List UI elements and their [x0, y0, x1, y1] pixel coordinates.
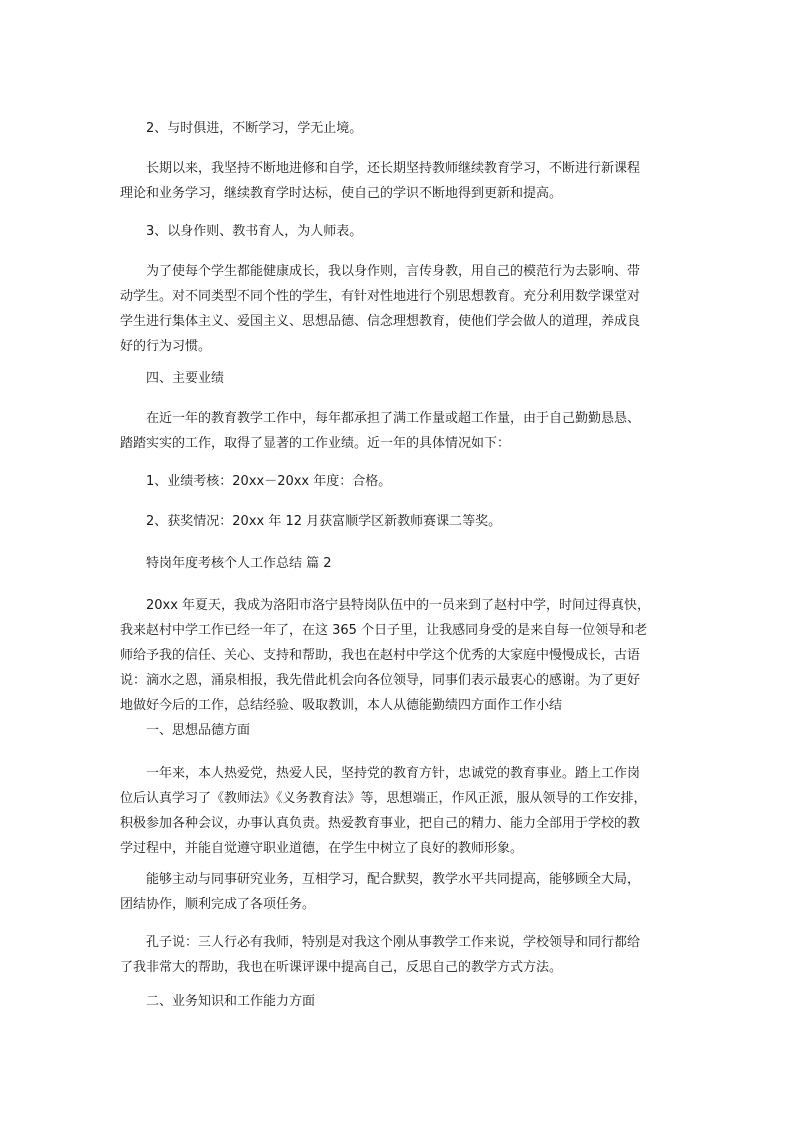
- article-subtitle-part-2: [120, 551, 685, 576]
- paragraph-introduction: [120, 593, 685, 718]
- paragraph-ideology: [120, 761, 685, 861]
- text-line: 理论和业务学习，继续教育学时达标，使自己的学识不断地得到更新和提高。: [120, 186, 563, 201]
- text-line: 我来赵村中学工作已经一年了，在这 365 个日子里，让我感同身受的是来自每一位领导和老: [120, 623, 648, 638]
- text-line: 20xx 年夏天，我成为洛阳市洛宁县特岗队伍中的一员来到了赵村中学，时间过得真快，: [146, 598, 651, 613]
- heading-text: 一、思想品德方面: [146, 723, 251, 738]
- paragraph-teamwork: [120, 867, 685, 917]
- list-item-awards: [120, 509, 685, 534]
- section-heading-ideology: [120, 718, 685, 743]
- text-line: 积极参加各种会议，办事认真负责。热爱教育事业，把自己的精力、能力全部用于学校的教: [120, 816, 641, 831]
- text-line: 能够主动与同事研究业务，互相学习，配合默契，教学水平共同提高，能够顾全大局，: [146, 872, 641, 887]
- text-line: 动学生。对不同类型不同个性的学生，有针对性地进行个别思想教育。充分利用数学课堂对: [120, 289, 641, 304]
- text-line: 学过程中，并能自觉遵守职业道德，在学生中树立了良好的教师形象。: [120, 841, 524, 856]
- subtitle-text: 特岗年度考核个人工作总结 篇 2: [146, 556, 332, 571]
- text-line: 1、业绩考核：20xx－20xx 年度：合格。: [146, 474, 392, 489]
- heading-text: 四、主要业绩: [146, 371, 225, 386]
- text-line: 好的行为习惯。: [120, 339, 212, 354]
- text-line: 2、获奖情况：20xx 年 12 月获富顺学区新教师赛课二等奖。: [146, 514, 502, 529]
- paragraph-self-study: [120, 156, 685, 206]
- section-heading-achievements: [120, 366, 685, 391]
- text-line: 踏踏实实的工作，取得了显著的工作业绩。近一年的具体情况如下：: [120, 436, 511, 451]
- text-line: 长期以来，我坚持不断地进修和自学，还长期坚持教师继续教育学习，不断进行新课程: [146, 161, 641, 176]
- text-line: 说：滴水之恩，涌泉相报，我先借此机会向各位领导，同事们表示最衷心的感谢。为了更好: [120, 673, 641, 688]
- text-line: 地做好今后的工作，总结经验、吸取教训，本人从德能勤绩四方面作工作小结: [120, 698, 563, 713]
- text-line: 一年来，本人热爱党，热爱人民，坚持党的教育方针，忠诚党的教育事业。踏上工作岗: [146, 766, 641, 781]
- section-heading-professional-ability: [120, 989, 685, 1014]
- text-line: 孔子说：三人行必有我师，特别是对我这个刚从事教学工作来说，学校领导和同行都给: [146, 935, 641, 950]
- text-line: 学生进行集体主义、爱国主义、思想品德、信念理想教育，使他们学会做人的道理，养成良: [120, 314, 641, 329]
- list-item-keep-learning: [120, 116, 685, 141]
- text-line: 为了使每个学生都能健康成长，我以身作则，言传身教，用自己的模范行为去影响、带: [146, 264, 641, 279]
- text-line: 在近一年的教育教学工作中，每年都承担了满工作量或超工作量，由于自己勤勤恳恳、: [146, 411, 641, 426]
- text-line: 师给予我的信任、关心、支持和帮助，我也在赵村中学这个优秀的大家庭中慢慢成长，古语: [120, 648, 641, 663]
- paragraph-confucius: [120, 930, 685, 980]
- text-line: 2、与时俱进，不断学习，学无止境。: [146, 121, 363, 136]
- list-item-performance-review: [120, 469, 685, 494]
- paragraph-workload: [120, 406, 685, 456]
- text-line: 团结协作，顺利完成了各项任务。: [120, 897, 316, 912]
- heading-text: 二、业务知识和工作能力方面: [146, 994, 316, 1009]
- text-line: 位后认真学习了《教师法》《义务教育法》等，思想端正，作风正派，服从领导的工作安排，: [120, 791, 647, 806]
- paragraph-student-growth: [120, 259, 685, 359]
- list-item-lead-by-example: [120, 219, 685, 244]
- text-line: 3、以身作则、教书育人，为人师表。: [146, 224, 363, 239]
- text-line: 了我非常大的帮助，我也在听课评课中提高自己，反思自己的教学方式方法。: [120, 960, 563, 975]
